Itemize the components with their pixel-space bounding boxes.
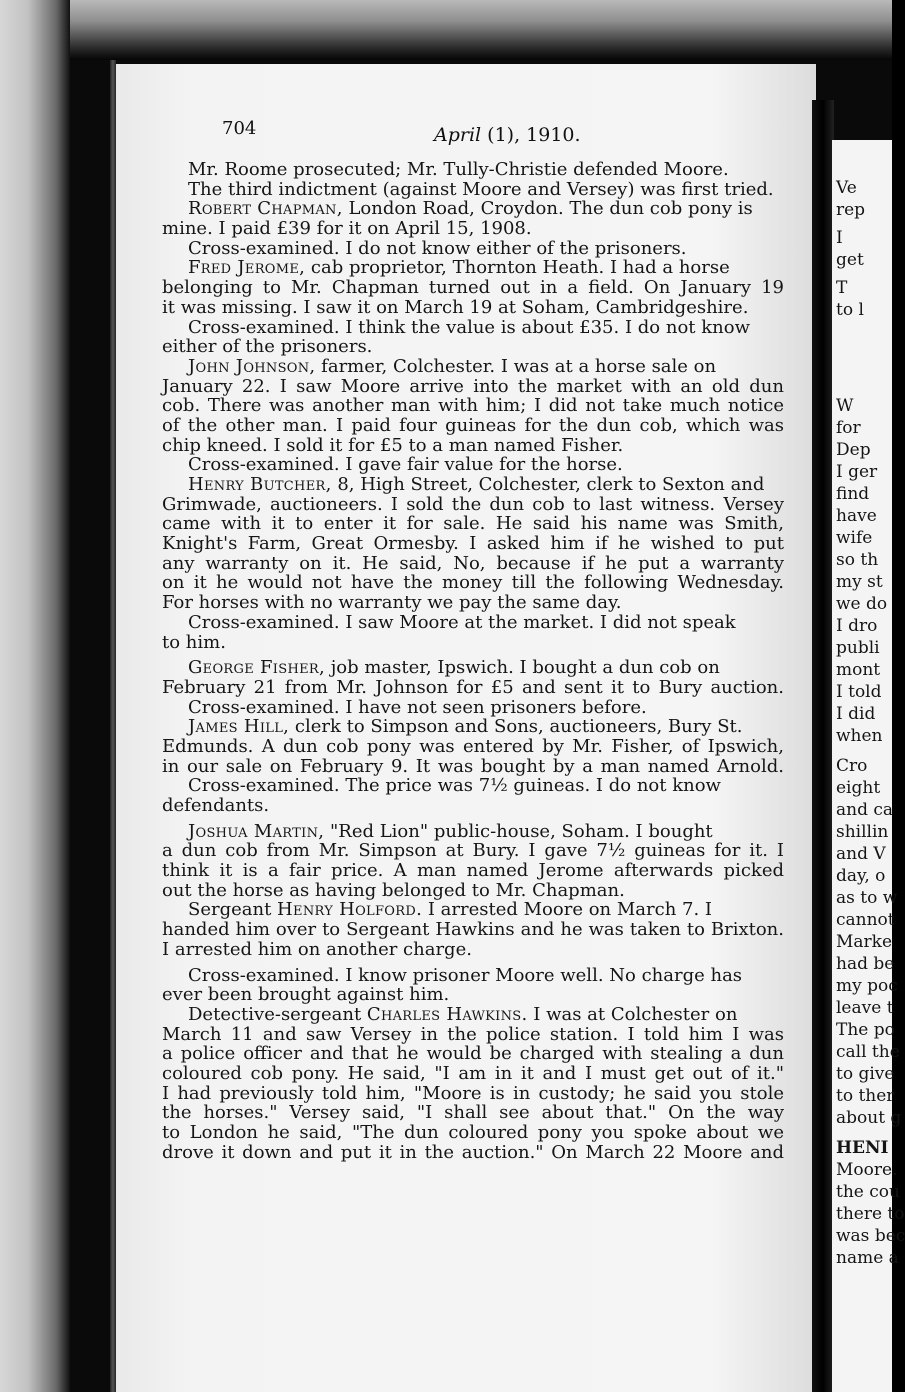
line-text: Knight's Farm, Great Ormesby. I asked him if he wished to put [162,533,784,555]
text-line [162,573,784,593]
text-line [162,534,784,554]
line-text: coloured cob pony. He said, "I am in it and I must get out of it." [162,1062,784,1084]
scan-top-edge [0,0,892,60]
text-line [162,776,784,796]
scan-left-edge [0,0,70,1392]
line-text: Cross-examined. I think the value is about £35. I do not know [188,316,750,338]
witness-name: George Fisher, [188,657,325,679]
line-text: defendants. [162,795,270,816]
facing-page-fragment: The po [836,1020,895,1040]
facing-page-fragment: have [836,506,877,526]
facing-page-fragment: HENI [836,1138,889,1158]
line-text: any warranty on it. He said, No, because if he put a warranty [162,552,784,574]
text-line [162,658,784,678]
line-text: either of the prisoners. [162,336,373,358]
facing-page-fragment: my st [836,572,883,592]
facing-page-fragment: W [836,396,854,416]
facing-page-fragment: find [836,484,870,504]
text-line [162,357,784,377]
facing-page-fragment: I ger [836,462,878,482]
text-line [162,633,784,653]
text-line [162,160,784,180]
facing-page-fragment: name a [836,1248,899,1268]
line-text: think it is a fair price. A man named Jerome afterwards picked [162,860,784,882]
line-text: January 22. I saw Moore arrive into the market with an old dun [162,375,784,397]
page-gutter [812,100,834,1392]
witness-name: Henry Butcher, [188,474,332,495]
line-text: I was at Colchester on [527,1003,738,1025]
facing-page-fragment: as to w [836,888,898,908]
witness-name: Henry Holford. [277,899,423,921]
text-line [162,436,784,456]
line-text: a police officer and that he would be charged with stealing a dun [162,1043,784,1065]
running-head-date [434,124,581,146]
facing-page-fragment: call the [836,1042,900,1062]
facing-page-fragment: my poc [836,976,898,996]
line-text: on it he would not have the money till the following Wednesday. [162,572,784,594]
text-line [162,514,784,534]
text-line [162,920,784,940]
line-text: The third indictment (against Moore and Versey) was first tried. [188,178,774,200]
line-text: handed him over to Sergeant Hawkins and he was taken to Brixton. [162,919,784,941]
line-text: farmer, Colchester. I was at a horse sale on [315,355,717,377]
facing-page-fragment: when [836,726,883,746]
page-header [222,118,782,146]
facing-page-fragment: there to [836,1204,905,1224]
line-text: February 21 from Mr. Johnson for £5 and sent it to Bury auction. [162,676,784,698]
text-line [162,554,784,574]
line-text: cab proprietor, Thornton Heath. I had a horse [305,257,730,279]
line-text: Grimwade, auctioneers. I sold the dun cob to last witness. Versey [162,493,784,515]
line-text: March 11 and saw Versey in the police station. I told him I was [162,1023,784,1045]
line-text: clerk to Simpson and Sons, auctioneers, Bury St. [289,716,743,738]
line-text: Edmunds. A dun cob pony was entered by Mr. Fisher, of Ipswich, [162,735,784,757]
text-line [162,239,784,259]
line-text: mine. I paid £39 for it on April 15, 1908. [162,218,532,240]
facing-page-fragment: to ther [836,1086,895,1106]
text-line [162,298,784,318]
facing-page-fragment: publi [836,638,880,658]
line-text: Cross-examined. I do not know either of the prisoners. [188,237,687,259]
facing-page-fragment: to give [836,1064,895,1084]
text-line [162,455,784,475]
line-text: 8, High Street, Colchester, clerk to Sexton and [331,474,765,495]
line-text: Cross-examined. I know prisoner Moore well. No charge has [188,964,743,986]
facing-page-fragment: to l [836,300,864,320]
text-line [162,966,784,986]
text-line [162,1044,784,1064]
facing-page-fragment: I dro [836,616,878,636]
line-text: the horses." Versey said, "I shall see about that." On the way [162,1102,784,1124]
line-text: Cross-examined. I saw Moore at the market. I did not speak [188,611,736,633]
text-line [162,475,784,495]
text-line [162,861,784,881]
text-line [162,219,784,239]
text-line [162,396,784,416]
line-text: cob. There was another man with him; I did not take much notice [162,395,784,417]
facing-page-fragment: so th [836,550,879,570]
page-body-text [162,160,784,1162]
line-text: to him. [162,631,226,653]
line-text: Cross-examined. I have not seen prisoners before. [188,696,647,718]
text-line [162,1084,784,1104]
text-line [162,757,784,777]
facing-page-fragment: T [836,278,848,298]
facing-page-fragment: mont [836,660,881,680]
facing-page-fragment: was bec [836,1226,905,1246]
text-line [162,1103,784,1123]
facing-page-fragment: shillin [836,822,889,842]
witness-name: John Johnson, [188,355,316,377]
facing-page-fragment: eight [836,778,881,798]
line-text: Cross-examined. The price was 7½ guineas. I do not know [188,775,721,797]
text-line [162,698,784,718]
line-text: "Red Lion" public-house, Soham. I bought [324,820,713,842]
line-text: came with it to enter it for sale. He said his name was Smith, [162,513,784,535]
witness-name: Fred Jerome, [188,257,306,279]
facing-page-fragment: for [836,418,861,438]
facing-page-fragment: the cou [836,1182,900,1202]
text-line [162,1123,784,1143]
facing-page-fragment: cannot [836,910,895,930]
text-line [162,495,784,515]
page-number: 704 [222,118,257,139]
text-line [162,199,784,219]
line-text: job master, Ipswich. I bought a dun cob on [324,657,720,679]
text-line [162,822,784,842]
running-head-rest: (1), 1910. [481,124,581,146]
text-line [162,985,784,1005]
text-line [162,1005,784,1025]
facing-page-fragment: we do [836,594,888,614]
facing-page-fragment: get [836,250,864,270]
facing-page-fragment: leave t [836,998,894,1018]
line-text: For horses with no warranty we pay the same day. [162,592,622,614]
facing-page-fragment: and V [836,844,886,864]
line-text: a dun cob from Mr. Simpson at Bury. I gave 7½ guineas for it. I [162,840,784,862]
line-text: I arrested him on another charge. [162,938,472,960]
text-line [162,717,784,737]
facing-page-fragment: and ca [836,800,894,820]
line-text: chip kneed. I sold it for £5 to a man named Fisher. [162,434,624,456]
facing-page-fragment: had be [836,954,895,974]
text-line [162,593,784,613]
witness-name: Joshua Martin, [188,820,325,842]
line-text: London Road, Croydon. The dun cob pony is [342,198,753,220]
line-text: ever been brought against him. [162,984,450,1006]
line-text: of the other man. I paid four guineas for the dun cob, which was [162,414,784,436]
facing-page-fragment: Moore. [836,1160,898,1180]
text-line [162,900,784,920]
text-line [162,678,784,698]
text-line [162,318,784,338]
facing-page-fragment: day, o [836,866,886,886]
text-line [162,258,784,278]
facing-page-fragment: rep [836,200,866,220]
line-text: it was missing. I saw it on March 19 at Soham, Cambridgeshire. [162,296,749,318]
text-line [162,377,784,397]
line-text: Mr. Roome prosecuted; Mr. Tully-Christie defended Moore. [188,159,729,180]
text-line [162,796,784,816]
facing-page-fragment: about g [836,1108,902,1128]
line-prefix: Detective-sergeant [188,1003,367,1025]
text-line [162,841,784,861]
witness-name: James Hill, [188,716,290,738]
line-text: drove it down and put it in the auction." On March 22 Moore and [162,1141,784,1163]
witness-name: Charles Hawkins. [366,1003,528,1025]
line-text: I arrested Moore on March 7. I [422,899,713,921]
text-line [162,180,784,200]
facing-page-fragment: I did [836,704,876,724]
text-line [162,1064,784,1084]
facing-page-fragment: I told [836,682,882,702]
line-prefix: Sergeant [188,899,278,921]
text-line [162,737,784,757]
text-line [162,278,784,298]
facing-page-fragment: Cro [836,756,868,776]
line-text: I had previously told him, "Moore is in custody; he said you stole [162,1082,784,1104]
running-head-month: April [434,124,482,146]
text-line [162,1025,784,1045]
line-text: in our sale on February 9. It was bought by a man named Arnold. [162,755,784,777]
text-line [162,1143,784,1163]
line-text: to London he said, "The dun coloured pony you spoke about we [162,1122,784,1143]
facing-page-fragment: Dep [836,440,871,460]
text-line [162,613,784,633]
witness-name: Robert Chapman, [188,198,343,220]
line-text: out the horse as having belonged to Mr. Chapman. [162,879,625,901]
facing-page-fragment: I [836,228,843,248]
text-line [162,337,784,357]
line-text: belonging to Mr. Chapman turned out in a field. On January 19 [162,277,784,299]
text-line [162,881,784,901]
line-text: Cross-examined. I gave fair value for the horse. [188,454,623,476]
text-line [162,416,784,436]
text-line [162,940,784,960]
facing-page-fragment: Marke [836,932,893,952]
facing-page-fragment: Ve [836,178,857,198]
facing-page-fragment: wife [836,528,873,548]
